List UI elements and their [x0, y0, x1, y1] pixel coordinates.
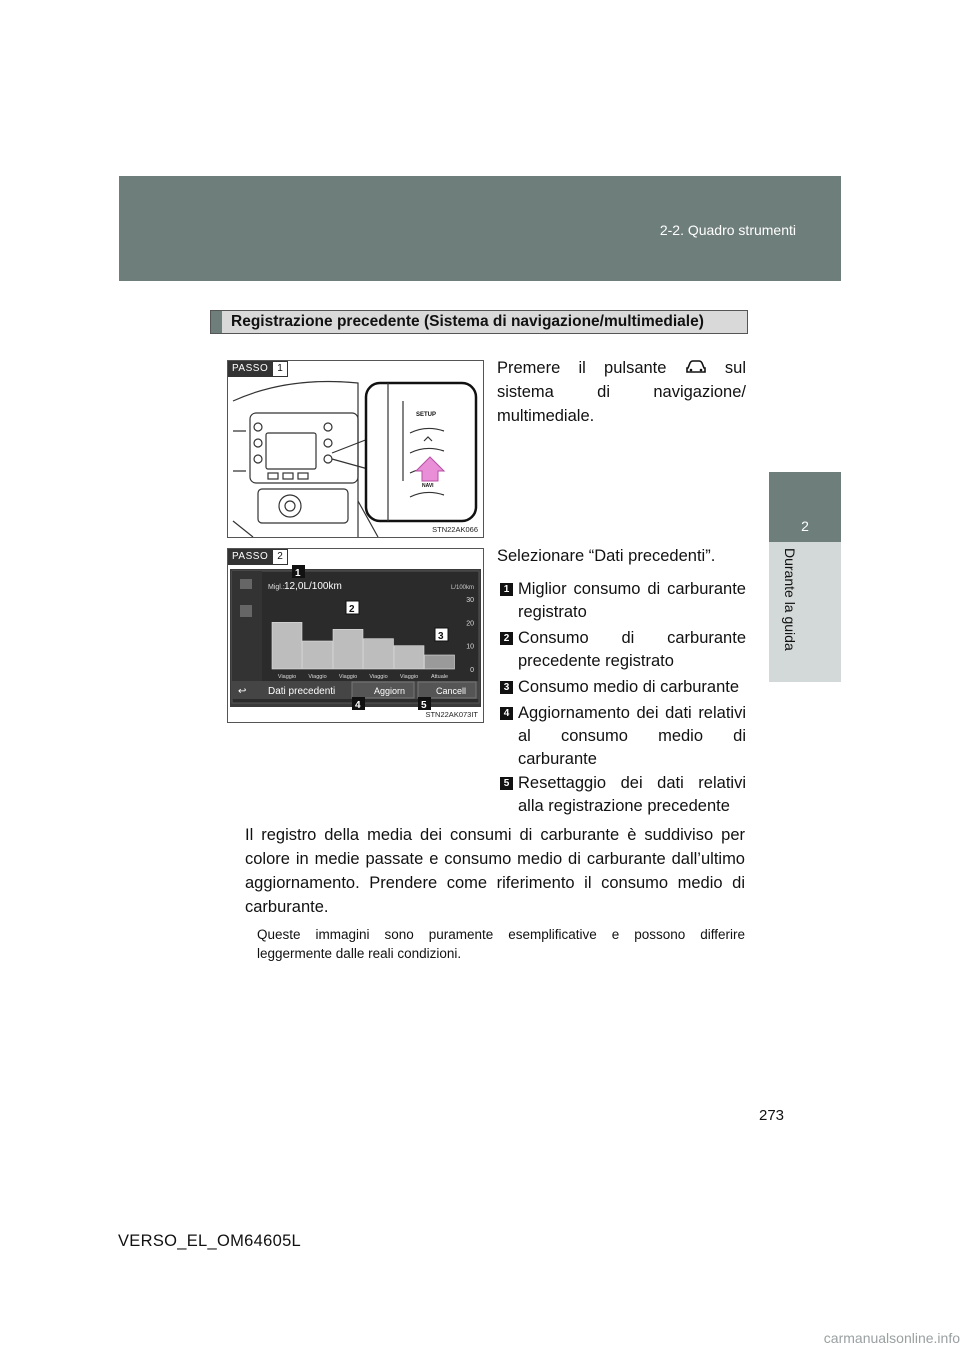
y-tick-label: 0	[470, 667, 474, 674]
legend-text: Consumo di carburante precedente registrato	[518, 629, 746, 670]
chart-bar	[303, 641, 333, 669]
legend-item-5	[500, 772, 746, 818]
y-tick-label: 20	[466, 620, 474, 628]
x-tick-label: Viaggio	[308, 674, 327, 680]
x-tick-label: Viaggio	[399, 674, 419, 680]
watermark: carmanualsonline.info	[823, 1330, 960, 1346]
page-number: 273	[759, 1107, 785, 1124]
callout-2: 2	[349, 604, 355, 615]
update-button-label: Aggiorn	[374, 686, 406, 696]
chart-bar	[272, 622, 302, 669]
legend-badge: 5	[500, 777, 513, 790]
chapter-number: 2	[801, 518, 809, 534]
callout-3: 3	[438, 631, 444, 642]
best-label: Migl.:	[268, 584, 285, 591]
callout-4: 4	[355, 700, 361, 711]
clear-button-label: Cancell	[436, 686, 467, 696]
y-tick-label: 30	[466, 597, 474, 604]
passo-label: PASSO	[228, 361, 272, 377]
chapter-tab-number	[769, 472, 841, 542]
step2-text: Selezionare “Dati precedenti”.	[497, 547, 716, 565]
x-tick-label: Attuale	[430, 674, 449, 680]
x-tick-label: Viaggio	[277, 674, 297, 680]
chart-bar	[364, 639, 394, 669]
callout-5: 5	[421, 700, 427, 711]
step2-figure	[227, 548, 484, 723]
chart-bar	[425, 655, 455, 669]
legend-badge: 2	[500, 632, 513, 645]
flag-icon	[240, 579, 252, 589]
legend-badge: 4	[500, 707, 513, 720]
setup-button-label: SETUP	[416, 412, 437, 418]
chapter-label: Durante la guida	[782, 548, 798, 651]
step1-text	[497, 356, 746, 428]
x-tick-label: Viaggio	[338, 674, 358, 680]
y-tick-label: 10	[466, 643, 474, 651]
step1-figure	[227, 360, 484, 538]
dashboard-illustration	[228, 361, 483, 537]
legend-text: Resettaggio dei dati relativi alla registrazione precedente	[518, 774, 746, 815]
legend-badge: 1	[500, 583, 513, 596]
legend-text: Aggiornamento dei dati relativi al consumo medio di carburante	[518, 704, 746, 768]
main-paragraph: Il registro della media dei consumi di carburante è suddiviso per colore in medie passate e consumo medio di carburante dall’ultimo aggiornamento. Prendere come riferimento il consumo medio di carburante.	[245, 826, 745, 916]
chart-bar	[394, 646, 424, 669]
document-code: VERSO_EL_OM64605L	[118, 1232, 302, 1250]
legend-text: Consumo medio di carburante	[518, 678, 740, 696]
section-header: 2-2. Quadro strumenti	[659, 222, 796, 238]
figure2-code: STN22AK073IT	[425, 710, 478, 719]
legend-item-4	[500, 702, 746, 771]
unit-label: L/100km	[450, 585, 474, 591]
section-title-bar	[211, 311, 222, 333]
legend-item-3	[500, 676, 746, 699]
fuel-icon	[240, 605, 252, 617]
passo-number: 2	[272, 549, 288, 565]
x-tick-label: Viaggio	[369, 674, 388, 680]
note-text: Queste immagini sono puramente esemplificative e possono differire leggermente dalle reali condizioni.	[257, 927, 745, 961]
navi-button-label: NAVI	[422, 483, 434, 489]
back-button[interactable]: ↩	[238, 686, 247, 697]
legend-badge: 3	[500, 681, 513, 694]
section-title	[210, 310, 748, 334]
callout-1: 1	[295, 568, 301, 579]
step1-text-before: Premere il pulsante	[497, 359, 667, 377]
dati-precedenti-title: Dati precedenti	[268, 686, 336, 697]
legend-item-2	[500, 627, 746, 673]
nav-screen	[228, 549, 483, 722]
best-value: 12,0L/100km	[284, 581, 342, 592]
passo-number: 1	[272, 361, 288, 377]
figure1-code: STN22AK066	[432, 525, 478, 534]
legend-text: Miglior consumo di carburante registrato	[518, 580, 746, 621]
chapter-tab	[769, 542, 841, 682]
chart-bar	[333, 629, 363, 669]
legend-item-1	[500, 578, 746, 624]
passo-label: PASSO	[228, 549, 272, 565]
step1-text-after: sul sistema di navigazione/ multimediale.	[497, 359, 746, 425]
section-title-text: Registrazione precedente (Sistema di navigazione/multimediale)	[231, 313, 704, 330]
car-icon	[685, 357, 707, 371]
